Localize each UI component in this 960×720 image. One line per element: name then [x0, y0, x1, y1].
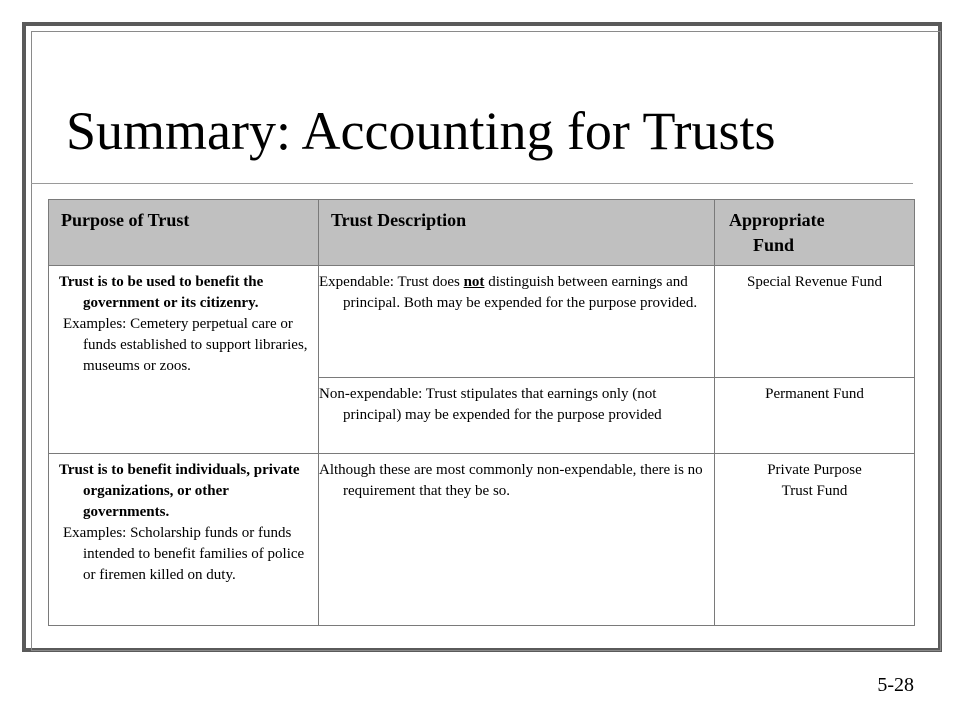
fund-text-line1: Private Purpose: [767, 462, 862, 478]
header-fund-line1: Appropriate: [729, 210, 825, 230]
purpose-cell-government: [49, 266, 319, 454]
header-purpose: Purpose of Trust: [49, 200, 319, 266]
description-text: Non-expendable: Trust stipulates that earnings only (not principal) may be expended for the purpose provided: [319, 386, 662, 423]
trust-summary-table: [48, 199, 915, 626]
description-text: [319, 266, 714, 320]
header-fund: [715, 200, 915, 266]
description-text-pre: Expendable: Trust does: [319, 274, 464, 290]
fund-text-line2: Trust Fund: [781, 483, 848, 499]
fund-text: [715, 454, 914, 508]
description-cell-private: [319, 454, 715, 626]
table-row: [49, 454, 915, 626]
description-text: Although these are most commonly non-expendable, there is no requirement that they be so.: [319, 462, 703, 499]
description-cell-expendable: [319, 266, 715, 378]
fund-text: Permanent Fund: [765, 386, 864, 402]
description-cell-nonexpendable: [319, 378, 715, 454]
table-row: [49, 266, 915, 378]
purpose-text: Trust is to be used to benefit the government or its citizenry.: [59, 274, 264, 311]
table-header-row: [49, 200, 915, 266]
description-text-post: distinguish between earnings and principal. Both may be expended for the purpose provided.: [343, 274, 698, 311]
header-fund-line2: Fund: [753, 235, 795, 255]
title-divider: [31, 183, 913, 184]
page-number: 5-28: [877, 674, 914, 696]
purpose-examples: Examples: Cemetery perpetual care or funds established to support libraries, museums or zoos.: [63, 316, 308, 374]
purpose-examples: Examples: Scholarship funds or funds intended to benefit families of police or firemen killed on duty.: [63, 525, 305, 583]
fund-text: Special Revenue Fund: [747, 274, 882, 290]
header-description: Trust Description: [319, 200, 715, 266]
description-emphasis: not: [463, 274, 485, 290]
fund-cell-special-revenue: [715, 266, 915, 378]
purpose-cell-individuals: [49, 454, 319, 626]
purpose-text: Trust is to benefit individuals, private organizations, or other governments.: [59, 462, 300, 520]
fund-cell-permanent: [715, 378, 915, 454]
fund-cell-private-purpose: [715, 454, 915, 626]
slide-title: Summary: Accounting for Trusts: [66, 101, 776, 161]
